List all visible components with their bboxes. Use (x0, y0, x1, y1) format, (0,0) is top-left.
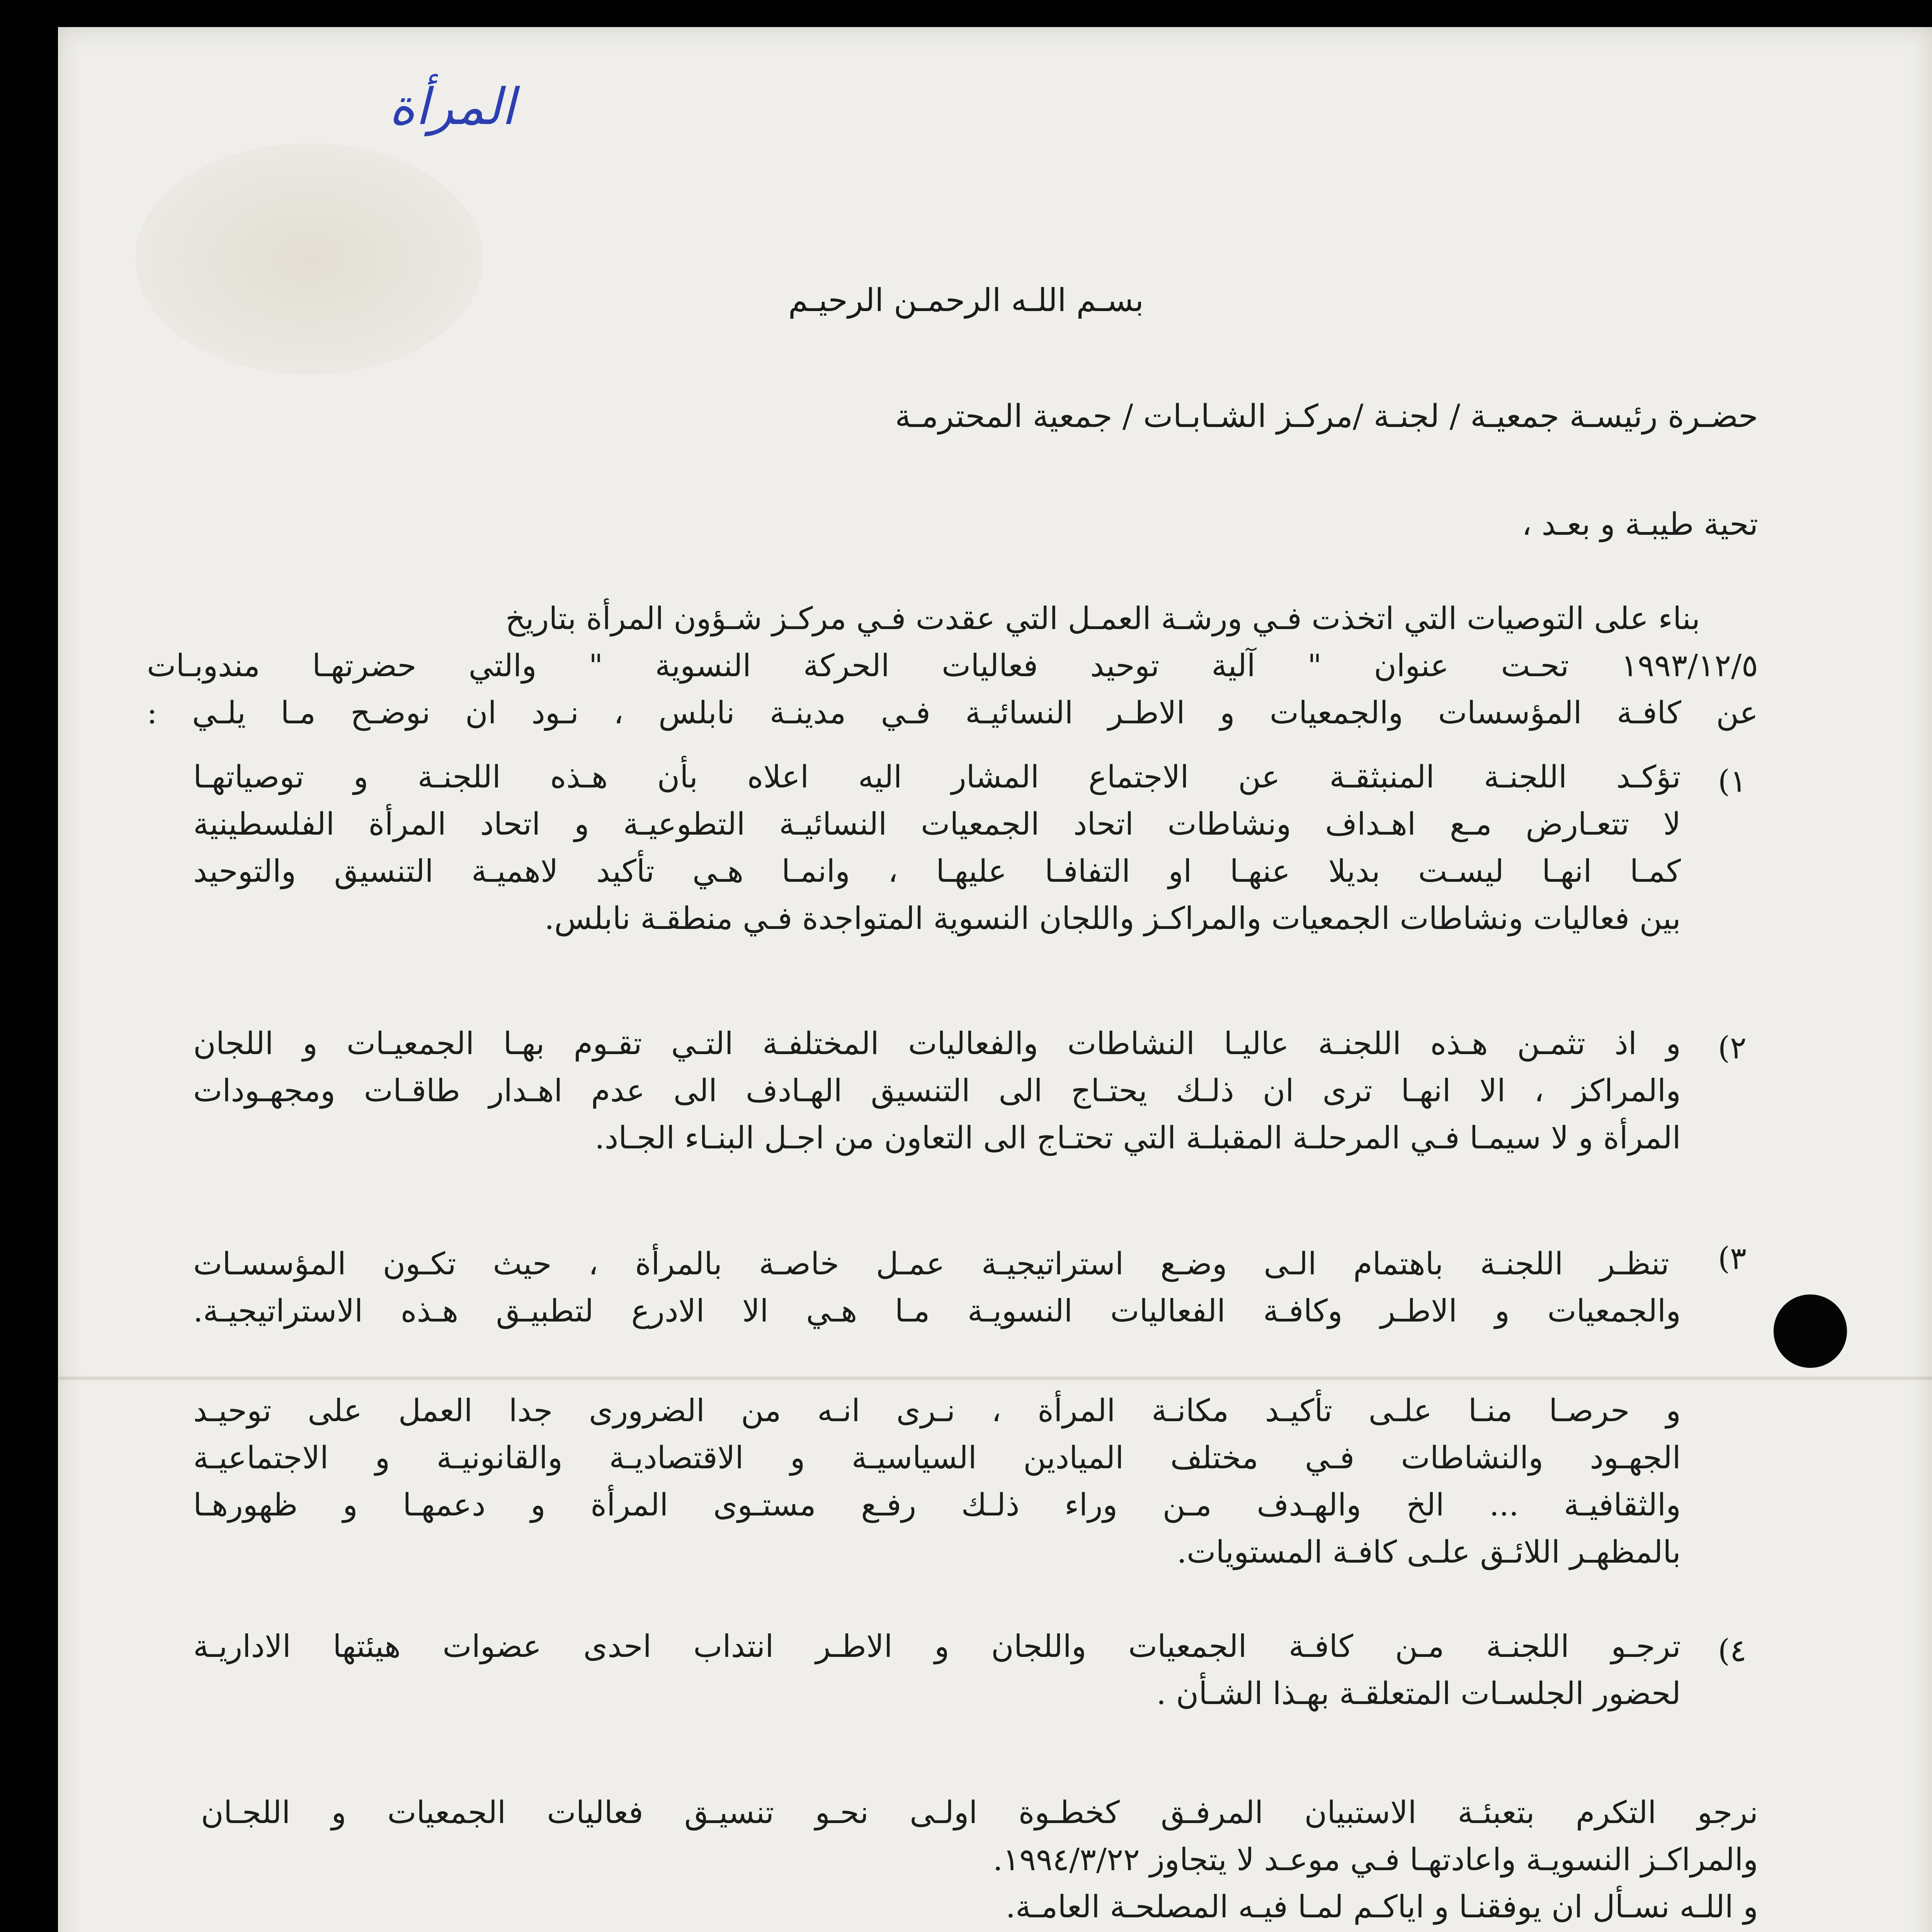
item-number: ٤) (1718, 1633, 1747, 1668)
intro-line: بناء على التوصيات التي اتخذت فـي ورشـة العمـل التي عقدت فـي مركـز شـؤون المرأة بتاريخ (505, 600, 1700, 636)
item-line: بالمظهـر اللائـق علـى كافـة المستويات. (1177, 1534, 1681, 1570)
intro-line: عن كافـة المؤسسات والجمعيات و الاطـر النسائيـة فـي مدينـة نابلس ، نـود ان نوضـح مـا يلـي : (147, 695, 1758, 731)
intro-paragraph (147, 595, 1758, 736)
closing-paragraph (201, 1789, 1758, 1930)
item-line: لا تتعـارض مـع اهـداف ونشاطات اتحاد الجمعيات النسائيـة التطوعيـة و اتحاد المرأة الفلسطينية (193, 806, 1681, 842)
intro-line: ١٩٩٣/١٢/٥ تحـت عنوان " آلية توحيد فعاليات الحركة النسوية " والتي حضرتهـا مندوبـات (147, 648, 1758, 684)
greeting: تحية طيبـة و بعـد ، (1522, 506, 1758, 542)
fold-line (58, 1376, 1932, 1381)
item-line: تؤكـد اللجنـة المنبثقـة عن الاجتماع المشار اليه اعلاه بأن هـذه اللجنـة و توصياتهـا (193, 759, 1681, 795)
item-number: ٢) (1718, 1030, 1747, 1066)
item-4-paragraph (193, 1623, 1681, 1717)
torn-corner (58, 27, 251, 182)
closing-line: والمراكـز النسويـة واعادتهـا فـي موعـد لا يتجاوز ١٩٩٤/٣/٢٢. (993, 1842, 1758, 1878)
item-1-paragraph (193, 753, 1681, 942)
item-line: و اذ تثمـن هـذه اللجنـة عاليـا النشاطات والفعاليات المختلفـة التـي تقـوم بهـا الجمعيـات و اللجان (193, 1026, 1681, 1061)
item-line: الجهـود والنشاطات فـي مختلف الميادين السياسيـة و الاقتصاديـة والقانونيـة و الاجتماعيـة (193, 1440, 1681, 1476)
item-3-continuation (193, 1387, 1681, 1576)
item-line: والثقافيـة ... الخ والهـدف مـن وراء ذلـك رفـع مستـوى المرأة و دعمهـا و ظهورهـا (193, 1487, 1681, 1523)
item-line: والجمعيات و الاطـر وكافـة الفعاليات النسويـة مـا هـي الا الادرع لتطبيـق هـذه الاستراتيجيـة. (193, 1293, 1681, 1329)
item-line: المرأة و لا سيمـا فـي المرحلـة المقبلـة التي تحتـاج الى التعاون من اجـل البنـاء الجـاد. (595, 1120, 1681, 1156)
handwritten-header: المرأة (389, 77, 515, 136)
item-line: كمـا انهـا ليسـت بديلا عنهـا او التفافـا عليهـا ، وانمـا هـي تأكيد لاهميـة التنسيق والتوحيد (193, 853, 1681, 889)
item-line: تنظـر اللجنـة باهتمام الـى وضـع استراتيجيـة عمـل خاصـة بالمرأة ، حيث تكـون المؤسسـات (193, 1246, 1669, 1282)
document-page (58, 27, 1932, 1932)
addressee-line: حضـرة رئيسـة جمعيـة / لجنـة /مركـز الشـابـات / جمعية المحترمـة (895, 398, 1758, 435)
closing-line: نرجو التكرم بتعبئـة الاستبيان المرفـق كخطـوة اولـى نحـو تنسيـق فعاليات الجمعيات و اللجـان (201, 1794, 1758, 1830)
item-number: ٣) (1718, 1240, 1747, 1276)
item-2-paragraph (193, 1020, 1681, 1162)
item-line: بين فعاليات ونشاطات الجمعيات والمراكـز واللجان النسوية المتواجدة فـي منطقـة نابلس. (544, 900, 1681, 936)
item-line: و حرصـا منـا علـى تأكيـد مكانـة المرأة ، نـرى انـه من الضرورى جدا العمل على توحيـد (193, 1393, 1681, 1429)
item-line: والمراكز ، الا انهـا ترى ان ذلـك يحتـاج الى التنسيق الهـادف الى عدم اهـدار طاقـات ومجهـودات (193, 1073, 1681, 1109)
item-line: لحضور الجلسـات المتعلقـة بهـذا الشـأن . (1156, 1675, 1681, 1711)
basmala: بسـم اللـه الرحمـن الرحيـم (788, 282, 1144, 319)
item-3-paragraph (193, 1240, 1681, 1335)
punch-hole (1774, 1294, 1847, 1368)
item-number: ١) (1718, 763, 1747, 799)
closing-line: و اللـه نسـأل ان يوفقنـا و اياكـم لمـا فيـه المصلحـة العامـة. (1005, 1889, 1758, 1925)
item-line: ترجـو اللجنـة مـن كافـة الجمعيات واللجان و الاطـر انتداب احدى عضوات هيئتها الاداريـة (193, 1628, 1681, 1664)
